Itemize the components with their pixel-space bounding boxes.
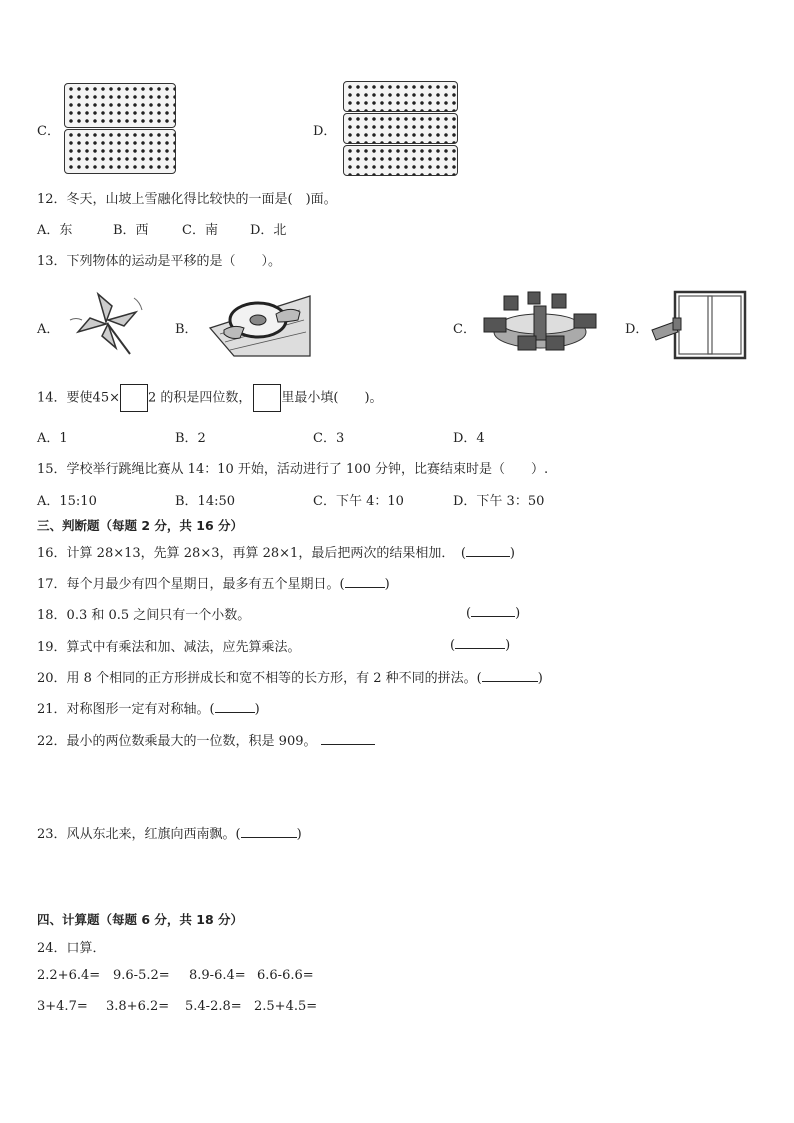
q13-option-c[interactable]: C． — [453, 322, 476, 337]
calc-item: 2.5+4.5= — [254, 999, 318, 1014]
judge-text: 18．0.3 和 0.5 之间只有一个小数。 — [37, 608, 251, 623]
calc-item: 5.4-2.8= — [185, 999, 242, 1014]
calc-item: 8.9-6.4= — [189, 968, 246, 983]
judge-paren-close: ) — [509, 546, 515, 561]
q12-option-d[interactable]: D．北 — [250, 223, 287, 238]
answer-blank[interactable] — [455, 636, 505, 649]
answer-blank[interactable] — [482, 669, 538, 682]
q15-stem: 15．学校举行跳绳比赛从 14：10 开始，活动进行了 100 分钟，比赛结束时是（ ）. — [37, 462, 549, 477]
judge-item-19-answer — [450, 636, 510, 653]
q15-option-b[interactable]: B．14:50 — [175, 494, 236, 509]
judge-item-22 — [37, 730, 375, 749]
q15-option-a[interactable]: A．15:10 — [37, 494, 97, 509]
calc-item: 3+4.7= — [37, 999, 88, 1014]
judge-paren-open: ( — [450, 638, 456, 653]
judge-text: 17．每个月最少有四个星期日，最多有五个星期日。( — [37, 577, 345, 592]
judge-text: 21．对称图形一定有对称轴。( — [37, 702, 215, 717]
section-title: 四、计算题（每题 6 分，共 18 分） — [37, 912, 244, 927]
judge-item-20 — [37, 667, 543, 686]
judge-text: 20．用 8 个相同的正方形拼成长和宽不相等的长方形，有 2 种不同的拼法。( — [37, 671, 482, 686]
dot-grid-panel — [343, 145, 458, 176]
q11-option-c-label: C． — [37, 124, 60, 139]
q14-stem-part-b: 2 的积是四位数， — [147, 390, 252, 406]
calc-item: 6.6-6.6= — [257, 968, 314, 983]
dot-grid-panel — [343, 81, 458, 112]
q15-option-d[interactable]: D．下午 3：50 — [453, 494, 545, 509]
judge-item-21 — [37, 698, 260, 717]
q11-option-d-label: D． — [313, 124, 337, 139]
judge-paren-close: ) — [384, 577, 390, 592]
q14-fill-box[interactable] — [120, 384, 148, 412]
section-title: 三、判断题（每题 2 分，共 16 分） — [37, 518, 244, 533]
q15-option-c[interactable]: C．下午 4：10 — [313, 494, 404, 509]
q13-stem: 13．下列物体的运动是平移的是（ ）。 — [37, 254, 282, 269]
q12-option-a[interactable]: A．东 — [37, 223, 73, 238]
judge-item-23 — [37, 823, 302, 842]
dot-grid-panel — [64, 129, 176, 174]
dot-grid-panel — [64, 83, 176, 128]
calc-item: 2.2+6.4= — [37, 968, 101, 983]
carousel-icon — [478, 290, 602, 360]
answer-blank[interactable] — [241, 825, 297, 838]
answer-blank[interactable] — [466, 544, 510, 557]
judge-item-18 — [37, 604, 250, 623]
judge-text: 19．算式中有乘法和加、减法，应先算乘法。 — [37, 640, 301, 655]
q13-option-d[interactable]: D． — [625, 322, 649, 337]
judge-paren-close: ) — [515, 606, 521, 621]
q14-option-d[interactable]: D．4 — [453, 431, 485, 446]
calc-item: 3.8+6.2= — [106, 999, 170, 1014]
q24-stem: 24．口算． — [37, 941, 106, 956]
judge-text: 16．计算 28×13，先算 28×3，再算 28×1，最后把两次的结果相加． ( — [37, 546, 466, 561]
q14-stem — [37, 384, 383, 412]
steering-wheel-icon — [200, 290, 315, 360]
judge-item-18-answer — [466, 604, 520, 621]
q14-option-c[interactable]: C．3 — [313, 431, 345, 446]
answer-blank[interactable] — [215, 700, 255, 713]
judge-paren-close: ) — [296, 827, 302, 842]
sliding-window-icon — [648, 288, 752, 362]
judge-item-16 — [37, 542, 515, 561]
judge-text: 22．最小的两位数乘最大的一位数，积是 909。 — [37, 734, 317, 749]
answer-blank[interactable] — [321, 732, 375, 745]
q14-stem-part-c: 里最小填( )。 — [281, 390, 383, 406]
judge-item-17 — [37, 573, 390, 592]
q12-option-c[interactable]: C．南 — [182, 223, 218, 238]
q13-option-b[interactable]: B． — [175, 322, 198, 337]
judge-paren-close: ) — [537, 671, 543, 686]
pinwheel-icon — [60, 286, 156, 356]
judge-paren-open: ( — [466, 606, 472, 621]
q13-option-a[interactable]: A． — [37, 322, 60, 337]
q14-stem-part-a: 14．要使45× — [37, 390, 120, 406]
judge-paren-close: ) — [505, 638, 511, 653]
judge-paren-close: ) — [254, 702, 260, 717]
judge-item-19 — [37, 636, 301, 655]
q12-option-b[interactable]: B．西 — [113, 223, 149, 238]
q12-stem: 12．冬天，山坡上雪融化得比较快的一面是( )面。 — [37, 192, 337, 207]
dot-grid-panel — [343, 113, 458, 144]
q14-fill-box[interactable] — [253, 384, 281, 412]
judge-text: 23．风从东北来，红旗向西南飘。( — [37, 827, 241, 842]
calc-item: 9.6-5.2= — [113, 968, 170, 983]
answer-blank[interactable] — [471, 604, 515, 617]
q14-option-a[interactable]: A．1 — [37, 431, 68, 446]
answer-blank[interactable] — [345, 575, 385, 588]
q14-option-b[interactable]: B．2 — [175, 431, 206, 446]
